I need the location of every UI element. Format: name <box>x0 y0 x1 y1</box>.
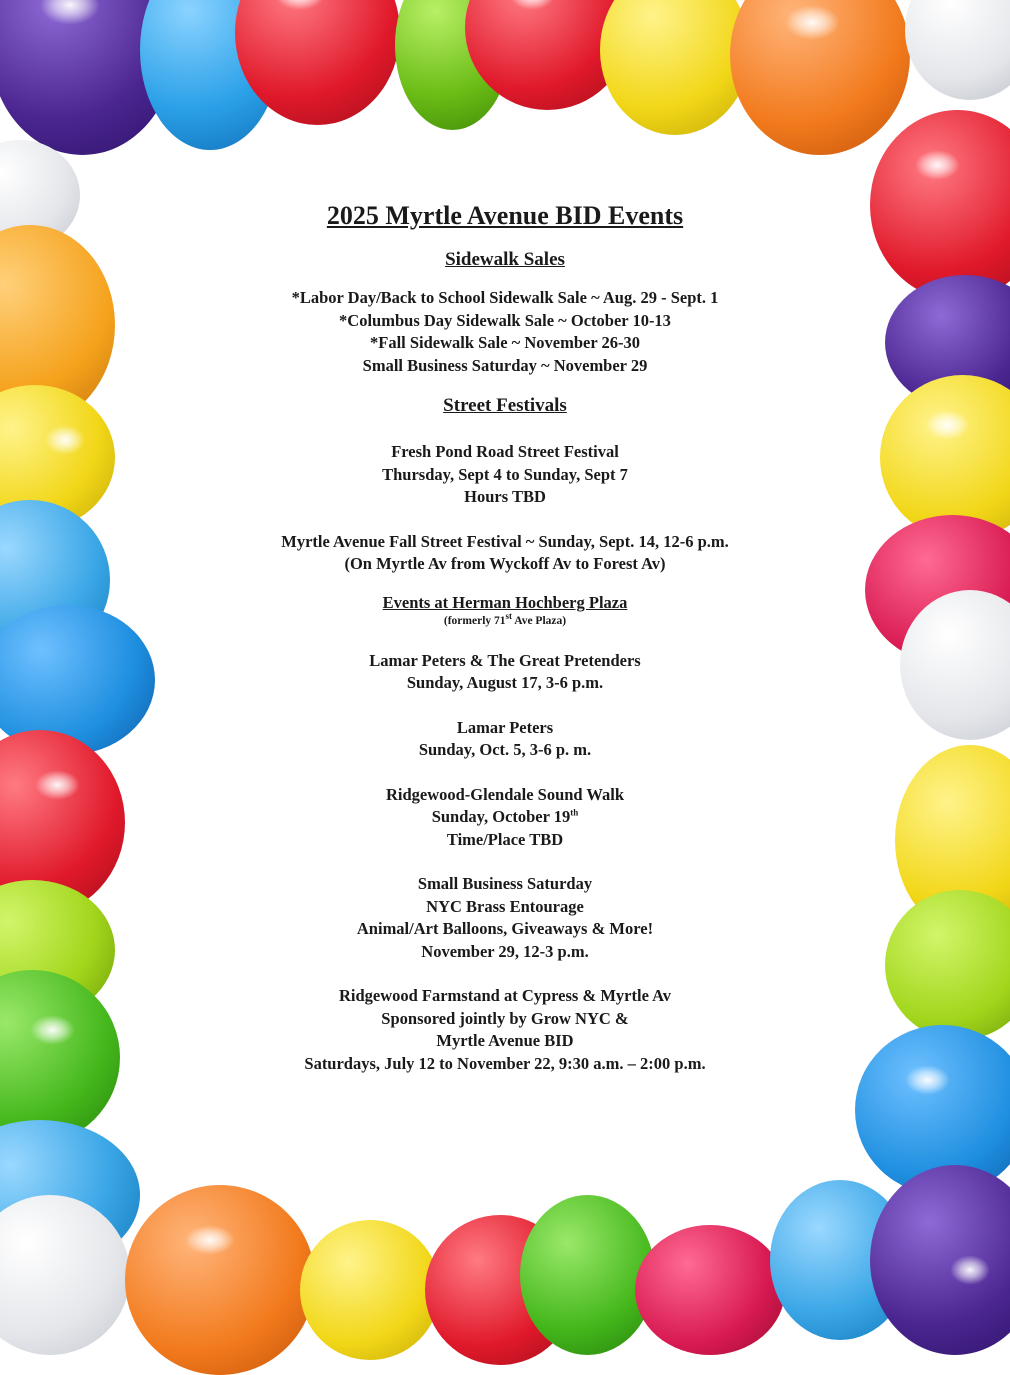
event-detail: Animal/Art Balloons, Giveaways & More! <box>356 919 654 938</box>
balloon-green-right <box>885 890 1010 1040</box>
page-title: 2025 Myrtle Avenue BID Events <box>326 201 684 230</box>
event-farmstand <box>200 985 810 1075</box>
event-name: Ridgewood-Glendale Sound Walk <box>385 784 625 804</box>
event-sound-walk <box>200 784 810 852</box>
balloon-green-left-2 <box>0 970 120 1145</box>
event-detail: Myrtle Avenue BID <box>436 1031 574 1050</box>
event-dates: Thursday, Sept 4 to Sunday, Sept 7 <box>382 464 628 484</box>
balloon-magenta-bottom <box>635 1225 785 1355</box>
sidewalk-sales-list <box>200 287 810 377</box>
event-when: Sunday, August 17, 3-6 p.m. <box>406 673 604 692</box>
event-name: Ridgewood Farmstand at Cypress & Myrtle Av <box>338 986 672 1005</box>
list-item: *Fall Sidewalk Sale ~ November 26-30 <box>370 333 640 352</box>
event-name: Myrtle Avenue Fall Street Festival ~ Sunday, Sept. 14, 12-6 p.m. <box>281 531 729 551</box>
plaza-heading: Events at Herman Hochberg Plaza <box>382 592 628 612</box>
balloon-yellow-bottom <box>300 1220 440 1360</box>
event-when: November 29, 12-3 p.m. <box>421 941 589 961</box>
event-name: Small Business Saturday <box>417 874 593 893</box>
flyer-content <box>200 195 810 1075</box>
list-item: *Columbus Day Sidewalk Sale ~ October 10-13 <box>339 310 671 330</box>
event-lamar-peters <box>200 717 810 762</box>
fresh-pond-festival <box>200 441 810 509</box>
event-name: Lamar Peters <box>456 717 554 737</box>
event-hours: Hours TBD <box>464 487 546 506</box>
event-when: Sunday, Oct. 5, 3-6 p. m. <box>418 740 592 759</box>
event-detail: NYC Brass Entourage <box>426 896 584 916</box>
balloon-white-top-right <box>905 0 1010 100</box>
list-item: Small Business Saturday ~ November 29 <box>362 355 648 375</box>
event-name: Lamar Peters & The Great Pretenders <box>369 650 641 670</box>
balloon-yellow-top <box>600 0 750 135</box>
event-lamar-great-pretenders <box>200 650 810 695</box>
balloon-orange-top <box>730 0 910 155</box>
event-name: Fresh Pond Road Street Festival <box>391 442 619 461</box>
event-date: Sunday, October 19th <box>431 807 579 826</box>
street-festivals-heading: Street Festivals <box>443 395 567 416</box>
balloon-purple-bottom-right <box>870 1165 1010 1355</box>
list-item: *Labor Day/Back to School Sidewalk Sale ~ Aug. 29 - Sept. 1 <box>291 288 719 307</box>
event-place: Time/Place TBD <box>446 829 564 849</box>
balloon-red-right <box>870 110 1010 300</box>
event-location: (On Myrtle Av from Wyckoff Av to Forest Av) <box>344 554 666 573</box>
myrtle-fall-festival <box>200 531 810 576</box>
plaza-subheading: (formerly 71st Ave Plaza) <box>443 610 567 627</box>
event-when: Saturdays, July 12 to November 22, 9:30 a.m. – 2:00 p.m. <box>304 1053 706 1073</box>
event-small-business-saturday <box>200 873 810 963</box>
balloon-green-bottom <box>520 1195 655 1355</box>
balloon-orange-bottom <box>125 1185 315 1375</box>
event-detail: Sponsored jointly by Grow NYC & <box>381 1008 629 1028</box>
sidewalk-sales-heading: Sidewalk Sales <box>445 249 565 270</box>
